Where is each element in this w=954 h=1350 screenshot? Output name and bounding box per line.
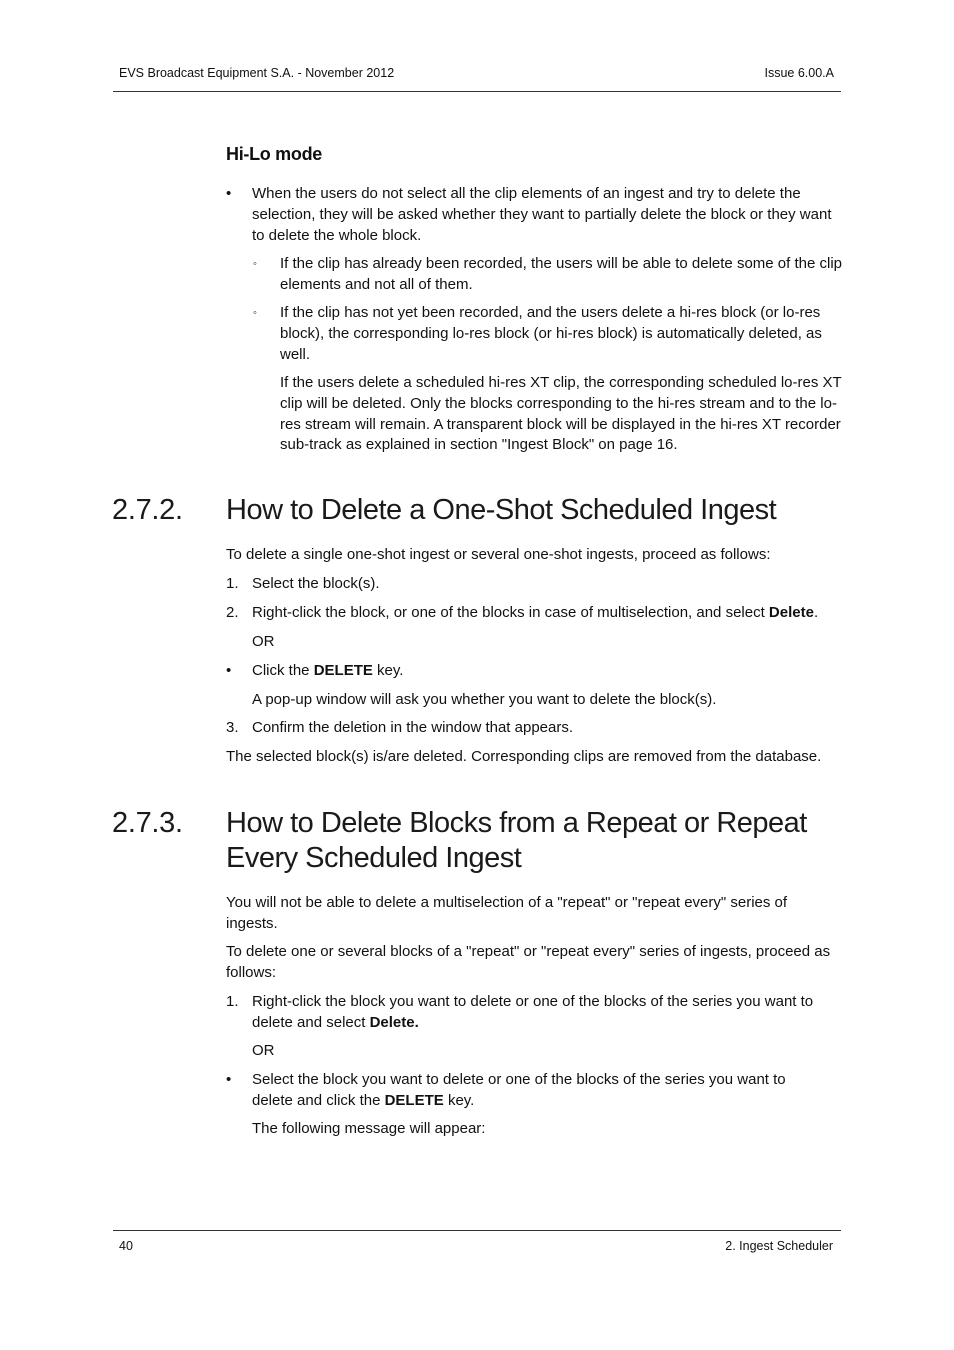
header-publisher: EVS Broadcast Equipment S.A. - November 2012 — [119, 66, 395, 80]
step-number: 1. — [226, 575, 239, 592]
delete-command: Delete — [768, 604, 814, 621]
alt-step-text: Click the DELETE key. — [252, 662, 404, 679]
hilo-sub-bullet-2-detail: If the users delete a scheduled hi-res XT clip, the corresponding scheduled lo-res XT clip will be deleted. Only the blocks corresponding to the hi-res stream and to the lo-res stream will remain. A transparent block will be displayed in the hi-res XT recorder sub-track as explained in section "Ingest Block" on page 16. — [280, 374, 842, 454]
section-para: To delete one or several blocks of a "repeat" or "repeat every" series of ingests, proceed as follows: — [226, 943, 831, 981]
step-text: Right-click the block, or one of the blocks in case of multiselection, and select Delete. — [252, 604, 819, 621]
section-number: 2.7.2. — [112, 494, 183, 526]
delete-key: DELETE — [384, 1091, 444, 1109]
or-separator: OR — [252, 633, 275, 650]
sub-bullet-marker: ◦ — [253, 258, 257, 270]
result-text: The selected block(s) is/are deleted. Corresponding clips are removed from the database. — [226, 748, 822, 765]
bullet-marker: • — [226, 1071, 232, 1088]
section-title — [226, 806, 848, 876]
page-header — [113, 64, 841, 92]
step-number: 1. — [226, 993, 239, 1010]
step-number: 3. — [226, 719, 239, 736]
or-separator: OR — [252, 1042, 275, 1059]
sub-bullet-marker: ◦ — [253, 307, 257, 319]
step-text: Right-click the block you want to delete or one of the blocks of the series you want to delete and select Delete. — [252, 993, 814, 1031]
step-text: Select the block(s). — [252, 575, 380, 592]
message-note: The following message will appear: — [252, 1120, 486, 1137]
section-number: 2.7.3. — [112, 807, 183, 839]
delete-key: DELETE — [313, 662, 373, 679]
hilo-heading: Hi-Lo mode — [226, 144, 322, 164]
hilo-bullet-text: When the users do not select all the clip elements of an ingest and try to delete the selection, they will be asked whether they want to partially delete the block or they want to delete the whole block. — [252, 185, 832, 244]
section-title-line-2: Every Scheduled Ingest — [226, 842, 522, 874]
step-text: Confirm the deletion in the window that appears. — [252, 719, 574, 736]
section-title: How to Delete a One-Shot Scheduled Ingest — [226, 494, 777, 526]
step-number: 2. — [226, 604, 239, 621]
section-title-line-1: How to Delete Blocks from a Repeat or Repeat — [226, 807, 807, 839]
popup-note: A pop-up window will ask you whether you want to delete the block(s). — [252, 691, 717, 708]
header-issue: Issue 6.00.A — [764, 66, 834, 80]
alt-step-text: Select the block you want to delete or one of the blocks of the series you want to delete and click the DELETE key. — [252, 1071, 786, 1109]
section-para: You will not be able to delete a multiselection of a "repeat" or "repeat every" series of ingests. — [226, 894, 788, 932]
footer-chapter: 2. Ingest Scheduler — [725, 1239, 833, 1253]
hilo-sub-bullet-2: If the clip has not yet been recorded, and the users delete a hi-res block (or lo-res block), the corresponding lo-res block (or hi-res block) is automatically deleted, as well. — [280, 304, 822, 363]
delete-command: Delete. — [369, 1013, 419, 1031]
bullet-marker: • — [226, 185, 232, 202]
page-number: 40 — [119, 1239, 133, 1253]
section-intro: To delete a single one-shot ingest or several one-shot ingests, proceed as follows: — [226, 546, 771, 563]
page-footer — [113, 1230, 841, 1253]
hilo-sub-bullet-1: If the clip has already been recorded, the users will be able to delete some of the clip elements and not all of them. — [280, 255, 842, 293]
bullet-marker: • — [226, 662, 232, 679]
